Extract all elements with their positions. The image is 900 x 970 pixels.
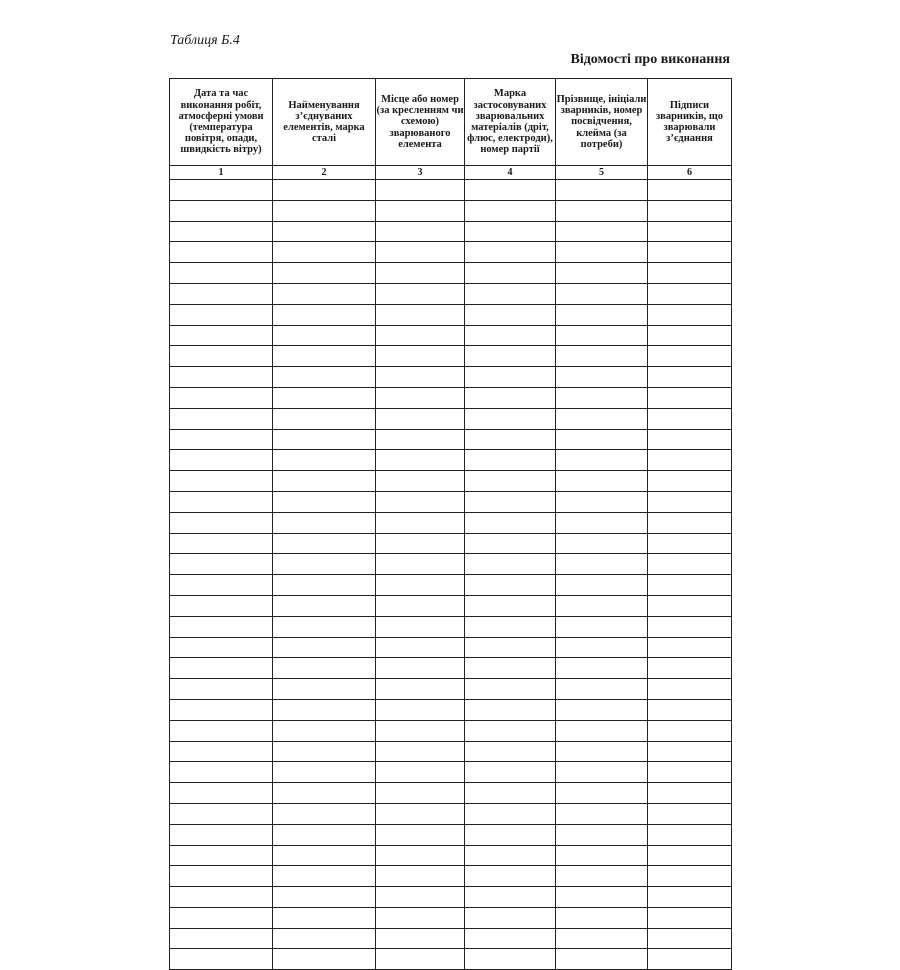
table-cell[interactable] bbox=[170, 450, 273, 471]
table-cell[interactable] bbox=[465, 429, 556, 450]
table-cell[interactable] bbox=[465, 408, 556, 429]
table-cell[interactable] bbox=[648, 907, 732, 928]
table-cell[interactable] bbox=[465, 450, 556, 471]
table-cell[interactable] bbox=[376, 699, 465, 720]
table-cell[interactable] bbox=[465, 907, 556, 928]
table-cell[interactable] bbox=[648, 512, 732, 533]
table-cell[interactable] bbox=[273, 180, 376, 201]
table-cell[interactable] bbox=[648, 554, 732, 575]
table-cell[interactable] bbox=[648, 221, 732, 242]
table-cell[interactable] bbox=[273, 658, 376, 679]
table-cell[interactable] bbox=[376, 263, 465, 284]
table-cell[interactable] bbox=[465, 679, 556, 700]
table-cell[interactable] bbox=[556, 741, 648, 762]
table-cell[interactable] bbox=[273, 845, 376, 866]
table-cell[interactable] bbox=[556, 221, 648, 242]
table-cell[interactable] bbox=[465, 200, 556, 221]
table-cell[interactable] bbox=[556, 866, 648, 887]
table-cell[interactable] bbox=[170, 180, 273, 201]
table-cell[interactable] bbox=[465, 845, 556, 866]
table-cell[interactable] bbox=[556, 575, 648, 596]
column-number: 3 bbox=[376, 166, 465, 180]
table-cell[interactable] bbox=[556, 803, 648, 824]
table-cell[interactable] bbox=[376, 200, 465, 221]
table-row bbox=[170, 637, 732, 658]
table-cell[interactable] bbox=[648, 803, 732, 824]
column-header: Дата та час виконання робіт, атмосферні умови (температура повітря, опади, швидкість вітру) bbox=[170, 79, 273, 166]
table-cell[interactable] bbox=[273, 907, 376, 928]
table-cell[interactable] bbox=[170, 263, 273, 284]
table-row bbox=[170, 699, 732, 720]
table-cell[interactable] bbox=[170, 367, 273, 388]
table-cell[interactable] bbox=[648, 928, 732, 949]
table-cell[interactable] bbox=[376, 824, 465, 845]
table-row bbox=[170, 783, 732, 804]
table-cell[interactable] bbox=[556, 180, 648, 201]
table-cell[interactable] bbox=[273, 533, 376, 554]
table-cell[interactable] bbox=[170, 783, 273, 804]
table-row bbox=[170, 824, 732, 845]
table-cell[interactable] bbox=[648, 699, 732, 720]
table-cell[interactable] bbox=[556, 720, 648, 741]
table-cell[interactable] bbox=[465, 658, 556, 679]
table-row bbox=[170, 471, 732, 492]
table-cell[interactable] bbox=[648, 679, 732, 700]
table-cell[interactable] bbox=[556, 595, 648, 616]
table-cell[interactable] bbox=[648, 616, 732, 637]
table-cell[interactable] bbox=[273, 221, 376, 242]
table-cell[interactable] bbox=[170, 699, 273, 720]
table-cell[interactable] bbox=[376, 512, 465, 533]
table-cell[interactable] bbox=[376, 887, 465, 908]
table-cell[interactable] bbox=[648, 471, 732, 492]
table-cell[interactable] bbox=[465, 741, 556, 762]
table-cell[interactable] bbox=[376, 762, 465, 783]
table-cell[interactable] bbox=[376, 408, 465, 429]
table-cell[interactable] bbox=[465, 242, 556, 263]
table-cell[interactable] bbox=[273, 263, 376, 284]
table-cell[interactable] bbox=[170, 845, 273, 866]
table-cell[interactable] bbox=[648, 533, 732, 554]
table-cell[interactable] bbox=[376, 325, 465, 346]
table-cell[interactable] bbox=[376, 658, 465, 679]
table-cell[interactable] bbox=[376, 637, 465, 658]
table-cell[interactable] bbox=[273, 408, 376, 429]
table-cell[interactable] bbox=[170, 949, 273, 970]
column-header: Прізвище, ініціали зварників, номер посвідчення, клейма (за потреби) bbox=[556, 79, 648, 166]
table-cell[interactable] bbox=[648, 408, 732, 429]
table-cell[interactable] bbox=[376, 283, 465, 304]
table-cell[interactable] bbox=[170, 346, 273, 367]
column-header: Підписи зварників, що зварювали з’єднання bbox=[648, 79, 732, 166]
table-cell[interactable] bbox=[648, 367, 732, 388]
table-cell[interactable] bbox=[273, 720, 376, 741]
table-cell[interactable] bbox=[465, 720, 556, 741]
table-cell[interactable] bbox=[556, 491, 648, 512]
table-cell[interactable] bbox=[556, 408, 648, 429]
table-cell[interactable] bbox=[465, 263, 556, 284]
table-cell[interactable] bbox=[556, 283, 648, 304]
table-cell[interactable] bbox=[465, 887, 556, 908]
table-cell[interactable] bbox=[273, 387, 376, 408]
table-cell[interactable] bbox=[465, 304, 556, 325]
table-cell[interactable] bbox=[376, 949, 465, 970]
table-cell[interactable] bbox=[556, 762, 648, 783]
table-cell[interactable] bbox=[648, 637, 732, 658]
table-label: Таблиця Б.4 bbox=[170, 33, 240, 48]
table-cell[interactable] bbox=[465, 803, 556, 824]
table-cell[interactable] bbox=[376, 304, 465, 325]
table-cell[interactable] bbox=[376, 180, 465, 201]
table-cell[interactable] bbox=[648, 595, 732, 616]
table-cell[interactable] bbox=[170, 554, 273, 575]
table-cell[interactable] bbox=[376, 491, 465, 512]
table-cell[interactable] bbox=[273, 637, 376, 658]
table-cell[interactable] bbox=[648, 491, 732, 512]
table-cell[interactable] bbox=[273, 242, 376, 263]
table-cell[interactable] bbox=[648, 450, 732, 471]
table-cell[interactable] bbox=[465, 554, 556, 575]
table-cell[interactable] bbox=[648, 720, 732, 741]
table-cell[interactable] bbox=[648, 180, 732, 201]
table-cell[interactable] bbox=[170, 595, 273, 616]
table-row bbox=[170, 450, 732, 471]
table-row bbox=[170, 866, 732, 887]
table-row bbox=[170, 221, 732, 242]
table-cell[interactable] bbox=[170, 762, 273, 783]
table-cell[interactable] bbox=[376, 242, 465, 263]
table-cell[interactable] bbox=[170, 200, 273, 221]
table-cell[interactable] bbox=[170, 637, 273, 658]
table-cell[interactable] bbox=[556, 325, 648, 346]
column-header: Місце або номер (за кресленням чи схемою) зварюваного елемента bbox=[376, 79, 465, 166]
table-cell[interactable] bbox=[465, 325, 556, 346]
table-cell[interactable] bbox=[273, 741, 376, 762]
table-row bbox=[170, 346, 732, 367]
table-cell[interactable] bbox=[556, 200, 648, 221]
table-cell[interactable] bbox=[170, 471, 273, 492]
table-cell[interactable] bbox=[376, 616, 465, 637]
table-cell[interactable] bbox=[465, 928, 556, 949]
table-cell[interactable] bbox=[556, 554, 648, 575]
table-cell[interactable] bbox=[648, 741, 732, 762]
table-cell[interactable] bbox=[376, 387, 465, 408]
table-cell[interactable] bbox=[465, 367, 556, 388]
table-cell[interactable] bbox=[376, 575, 465, 596]
table-cell[interactable] bbox=[273, 554, 376, 575]
table-cell[interactable] bbox=[465, 533, 556, 554]
table-cell[interactable] bbox=[556, 346, 648, 367]
table-cell[interactable] bbox=[465, 180, 556, 201]
table-row bbox=[170, 907, 732, 928]
table-cell[interactable] bbox=[465, 824, 556, 845]
table-cell[interactable] bbox=[273, 325, 376, 346]
table-cell[interactable] bbox=[273, 304, 376, 325]
table-cell[interactable] bbox=[556, 679, 648, 700]
table-row bbox=[170, 658, 732, 679]
table-cell[interactable] bbox=[556, 699, 648, 720]
table-cell[interactable] bbox=[556, 471, 648, 492]
table-cell[interactable] bbox=[465, 575, 556, 596]
table-cell[interactable] bbox=[648, 200, 732, 221]
table-cell[interactable] bbox=[376, 367, 465, 388]
table-row bbox=[170, 554, 732, 575]
table-cell[interactable] bbox=[465, 491, 556, 512]
table-cell[interactable] bbox=[273, 200, 376, 221]
table-cell[interactable] bbox=[556, 907, 648, 928]
table-cell[interactable] bbox=[376, 866, 465, 887]
table-cell[interactable] bbox=[376, 679, 465, 700]
table-cell[interactable] bbox=[376, 554, 465, 575]
header-row bbox=[170, 79, 732, 166]
table-row bbox=[170, 679, 732, 700]
table-row bbox=[170, 762, 732, 783]
table-row bbox=[170, 325, 732, 346]
table-cell[interactable] bbox=[648, 824, 732, 845]
table-cell[interactable] bbox=[273, 824, 376, 845]
column-header: Марка застосовуваних зварювальних матеріалів (дріт, флюс, електроди), номер партії bbox=[465, 79, 556, 166]
table-row bbox=[170, 367, 732, 388]
table-cell[interactable] bbox=[648, 658, 732, 679]
table-cell[interactable] bbox=[648, 304, 732, 325]
table-body bbox=[170, 180, 732, 970]
table-row bbox=[170, 200, 732, 221]
table-cell[interactable] bbox=[170, 741, 273, 762]
table-cell[interactable] bbox=[556, 533, 648, 554]
table-cell[interactable] bbox=[376, 429, 465, 450]
table-cell[interactable] bbox=[273, 367, 376, 388]
table-cell[interactable] bbox=[170, 325, 273, 346]
table-cell[interactable] bbox=[648, 387, 732, 408]
table-cell[interactable] bbox=[170, 720, 273, 741]
table-row bbox=[170, 845, 732, 866]
table-cell[interactable] bbox=[170, 803, 273, 824]
table-cell[interactable] bbox=[376, 346, 465, 367]
table-cell[interactable] bbox=[273, 575, 376, 596]
table-cell[interactable] bbox=[465, 637, 556, 658]
table-cell[interactable] bbox=[648, 575, 732, 596]
column-number: 6 bbox=[648, 166, 732, 180]
table-cell[interactable] bbox=[170, 387, 273, 408]
table-row bbox=[170, 387, 732, 408]
table-cell[interactable] bbox=[273, 887, 376, 908]
table-cell[interactable] bbox=[556, 887, 648, 908]
table-cell[interactable] bbox=[556, 387, 648, 408]
table-row bbox=[170, 741, 732, 762]
table-cell[interactable] bbox=[273, 616, 376, 637]
table-cell[interactable] bbox=[273, 679, 376, 700]
table-cell[interactable] bbox=[170, 283, 273, 304]
table-cell[interactable] bbox=[648, 949, 732, 970]
table-cell[interactable] bbox=[556, 845, 648, 866]
table-cell[interactable] bbox=[556, 242, 648, 263]
table-cell[interactable] bbox=[648, 887, 732, 908]
table-cell[interactable] bbox=[556, 824, 648, 845]
column-number: 4 bbox=[465, 166, 556, 180]
table-cell[interactable] bbox=[465, 387, 556, 408]
table-cell[interactable] bbox=[556, 928, 648, 949]
table-cell[interactable] bbox=[648, 283, 732, 304]
table-cell[interactable] bbox=[465, 512, 556, 533]
table-row bbox=[170, 429, 732, 450]
table-cell[interactable] bbox=[273, 283, 376, 304]
table-cell[interactable] bbox=[273, 471, 376, 492]
table-cell[interactable] bbox=[465, 949, 556, 970]
table-cell[interactable] bbox=[648, 346, 732, 367]
table-row bbox=[170, 720, 732, 741]
table-cell[interactable] bbox=[648, 762, 732, 783]
table-cell[interactable] bbox=[273, 429, 376, 450]
table-cell[interactable] bbox=[556, 450, 648, 471]
table-cell[interactable] bbox=[376, 221, 465, 242]
table-cell[interactable] bbox=[170, 907, 273, 928]
table-cell[interactable] bbox=[465, 866, 556, 887]
table-cell[interactable] bbox=[273, 346, 376, 367]
table-cell[interactable] bbox=[170, 824, 273, 845]
table-row bbox=[170, 283, 732, 304]
table-cell[interactable] bbox=[273, 783, 376, 804]
table-cell[interactable] bbox=[273, 928, 376, 949]
table-cell[interactable] bbox=[556, 637, 648, 658]
table-row bbox=[170, 616, 732, 637]
table-cell[interactable] bbox=[465, 699, 556, 720]
table-row bbox=[170, 575, 732, 596]
table-cell[interactable] bbox=[556, 949, 648, 970]
table-cell[interactable] bbox=[273, 450, 376, 471]
table-row bbox=[170, 595, 732, 616]
table-row bbox=[170, 408, 732, 429]
table-cell[interactable] bbox=[556, 616, 648, 637]
table-cell[interactable] bbox=[556, 304, 648, 325]
table-cell[interactable] bbox=[376, 928, 465, 949]
column-number: 1 bbox=[170, 166, 273, 180]
table-cell[interactable] bbox=[648, 263, 732, 284]
table-cell[interactable] bbox=[170, 887, 273, 908]
table-row bbox=[170, 263, 732, 284]
table-cell[interactable] bbox=[465, 471, 556, 492]
table-row bbox=[170, 949, 732, 970]
table-cell[interactable] bbox=[376, 533, 465, 554]
table-cell[interactable] bbox=[465, 616, 556, 637]
table-cell[interactable] bbox=[556, 367, 648, 388]
table-cell[interactable] bbox=[556, 658, 648, 679]
page-title: Відомості про виконання bbox=[570, 52, 730, 67]
table-cell[interactable] bbox=[273, 803, 376, 824]
table-cell[interactable] bbox=[376, 450, 465, 471]
table-cell[interactable] bbox=[170, 242, 273, 263]
table-cell[interactable] bbox=[170, 616, 273, 637]
table-cell[interactable] bbox=[170, 575, 273, 596]
table-cell[interactable] bbox=[648, 783, 732, 804]
table-cell[interactable] bbox=[170, 429, 273, 450]
table-cell[interactable] bbox=[170, 679, 273, 700]
table-cell[interactable] bbox=[273, 491, 376, 512]
table-row bbox=[170, 180, 732, 201]
table-row bbox=[170, 304, 732, 325]
table-cell[interactable] bbox=[273, 762, 376, 783]
table-cell[interactable] bbox=[648, 429, 732, 450]
table-cell[interactable] bbox=[170, 866, 273, 887]
table-cell[interactable] bbox=[170, 221, 273, 242]
table-cell[interactable] bbox=[465, 346, 556, 367]
table-cell[interactable] bbox=[170, 928, 273, 949]
table-row bbox=[170, 533, 732, 554]
column-header: Найменування з’єднуваних елементів, марка сталі bbox=[273, 79, 376, 166]
welding-records-table bbox=[169, 78, 732, 970]
table-row bbox=[170, 928, 732, 949]
table-cell[interactable] bbox=[170, 512, 273, 533]
table-row bbox=[170, 887, 732, 908]
table-cell[interactable] bbox=[376, 471, 465, 492]
column-number: 5 bbox=[556, 166, 648, 180]
table-cell[interactable] bbox=[465, 221, 556, 242]
table-cell[interactable] bbox=[556, 263, 648, 284]
table-cell[interactable] bbox=[273, 866, 376, 887]
table-cell[interactable] bbox=[376, 845, 465, 866]
table-cell[interactable] bbox=[170, 408, 273, 429]
table-cell[interactable] bbox=[465, 783, 556, 804]
table-cell[interactable] bbox=[465, 595, 556, 616]
table-cell[interactable] bbox=[170, 658, 273, 679]
table-cell[interactable] bbox=[556, 783, 648, 804]
table-cell[interactable] bbox=[170, 304, 273, 325]
table-cell[interactable] bbox=[648, 325, 732, 346]
table-cell[interactable] bbox=[273, 699, 376, 720]
table-cell[interactable] bbox=[376, 803, 465, 824]
table-cell[interactable] bbox=[556, 429, 648, 450]
column-number-row bbox=[170, 166, 732, 180]
table-cell[interactable] bbox=[376, 741, 465, 762]
table-cell[interactable] bbox=[273, 949, 376, 970]
table-cell[interactable] bbox=[376, 720, 465, 741]
table-cell[interactable] bbox=[273, 512, 376, 533]
table-cell[interactable] bbox=[648, 866, 732, 887]
table-cell[interactable] bbox=[648, 845, 732, 866]
table-row bbox=[170, 803, 732, 824]
table-cell[interactable] bbox=[273, 595, 376, 616]
table-cell[interactable] bbox=[376, 783, 465, 804]
table-cell[interactable] bbox=[465, 283, 556, 304]
table-cell[interactable] bbox=[465, 762, 556, 783]
table-cell[interactable] bbox=[648, 242, 732, 263]
column-number: 2 bbox=[273, 166, 376, 180]
table-row bbox=[170, 491, 732, 512]
table-cell[interactable] bbox=[170, 533, 273, 554]
table-row bbox=[170, 242, 732, 263]
table-cell[interactable] bbox=[556, 512, 648, 533]
table-row bbox=[170, 512, 732, 533]
table-cell[interactable] bbox=[170, 491, 273, 512]
table-cell[interactable] bbox=[376, 907, 465, 928]
table-cell[interactable] bbox=[376, 595, 465, 616]
